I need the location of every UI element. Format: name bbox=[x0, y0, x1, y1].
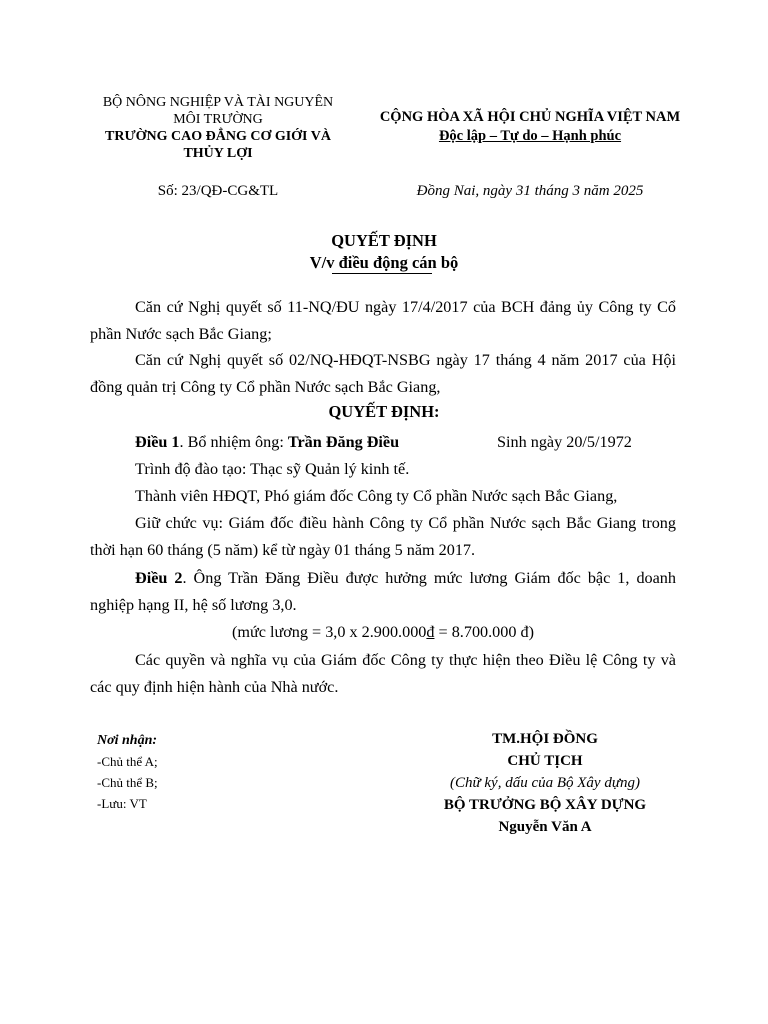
ministry-line2: MÔI TRƯỜNG bbox=[173, 112, 263, 127]
title-subject: V/v điều động cán bộ bbox=[309, 253, 459, 272]
recipients-block bbox=[97, 730, 158, 814]
preamble-1: Căn cứ Nghị quyết số 11-NQ/ĐU ngày 17/4/2017 của BCH đảng ủy Công ty Cổ phần Nước sạch Bắc Giang; bbox=[90, 298, 676, 343]
article2-text bbox=[90, 565, 676, 618]
article1-member: Thành viên HĐQT, Phó giám đốc Công ty Cổ phần Nước sạch Bắc Giang, bbox=[135, 487, 618, 505]
title-underline bbox=[332, 273, 432, 274]
article1-person: Trần Đăng Điều bbox=[287, 433, 400, 451]
place-date: Đồng Nai, ngày 31 tháng 3 năm 2025 bbox=[416, 183, 644, 199]
school-line1: TRƯỜNG CAO ĐẲNG CƠ GIỚI VÀ bbox=[105, 129, 331, 144]
salary-prefix: (mức lương = 3,0 x 2.900.000 bbox=[231, 623, 427, 641]
nation-name: CỘNG HÒA XÃ HỘI CHỦ NGHĨA VIỆT NAM bbox=[379, 109, 681, 125]
issuing-agency-block bbox=[86, 94, 350, 162]
article2-body: . Ông Trần Đăng Điều được hưởng mức lương Giám đốc bậc 1, doanh nghiệp hạng II, hệ số lương 3,0. bbox=[90, 569, 676, 614]
article2-rights: Các quyền và nghĩa vụ của Giám đốc Công ty thực hiện theo Điều lệ Công ty và các quy định hiện hành của Nhà nước. bbox=[90, 651, 676, 696]
preamble-2: Căn cứ Nghị quyết số 02/NQ-HĐQT-NSBG ngày 17 tháng 4 năm 2017 của Hội đồng quản trị Công ty Cổ phần Nước sạch Bắc Giang, bbox=[90, 351, 676, 396]
salary-formula bbox=[90, 619, 676, 646]
article1-label: Điều 1 bbox=[135, 433, 180, 451]
signature-block bbox=[390, 728, 700, 838]
signer-name: Nguyễn Văn A bbox=[498, 819, 592, 835]
recipient-item: -Chủ thể B; bbox=[97, 775, 158, 790]
signature-note: (Chữ ký, dấu của Bộ Xây dựng) bbox=[449, 775, 641, 791]
title-main: QUYẾT ĐỊNH bbox=[331, 231, 437, 250]
article2-label: Điều 2 bbox=[135, 569, 183, 587]
signature-role: CHỦ TỊCH bbox=[507, 753, 583, 769]
currency-symbol: đ bbox=[426, 623, 435, 641]
national-motto: Độc lập – Tự do – Hạnh phúc bbox=[438, 128, 622, 144]
article1-prefix: . Bổ nhiệm ông: bbox=[179, 433, 288, 451]
school-line2: THỦY LỢI bbox=[183, 146, 253, 161]
salary-suffix: = 8.700.000 đ) bbox=[434, 623, 534, 641]
ministry-line1: BỘ NÔNG NGHIỆP VÀ TÀI NGUYÊN bbox=[102, 95, 334, 110]
article1-birth: Sinh ngày 20/5/1972 bbox=[497, 433, 632, 451]
recipient-item: -Chủ thể A; bbox=[97, 754, 158, 769]
article1-education: Trình độ đào tạo: Thạc sỹ Quản lý kinh tế. bbox=[135, 460, 410, 478]
recipient-item: -Lưu: VT bbox=[97, 796, 147, 811]
decide-heading: QUYẾT ĐỊNH: bbox=[328, 402, 440, 421]
document-title bbox=[0, 230, 768, 274]
document-number: Số: 23/QĐ-CG&TL bbox=[157, 183, 279, 199]
article1-position: Giữ chức vụ: Giám đốc điều hành Công ty Cổ phần Nước sạch Bắc Giang trong thời hạn 60 tháng (5 năm) kể từ ngày 01 tháng 5 năm 2017. bbox=[90, 514, 676, 559]
signature-on-behalf: TM.HỘI ĐỒNG bbox=[492, 731, 598, 747]
recipients-heading: Nơi nhận: bbox=[97, 733, 158, 748]
signature-title: BỘ TRƯỞNG BỘ XÂY DỰNG bbox=[443, 797, 647, 813]
national-header-block bbox=[360, 108, 700, 146]
